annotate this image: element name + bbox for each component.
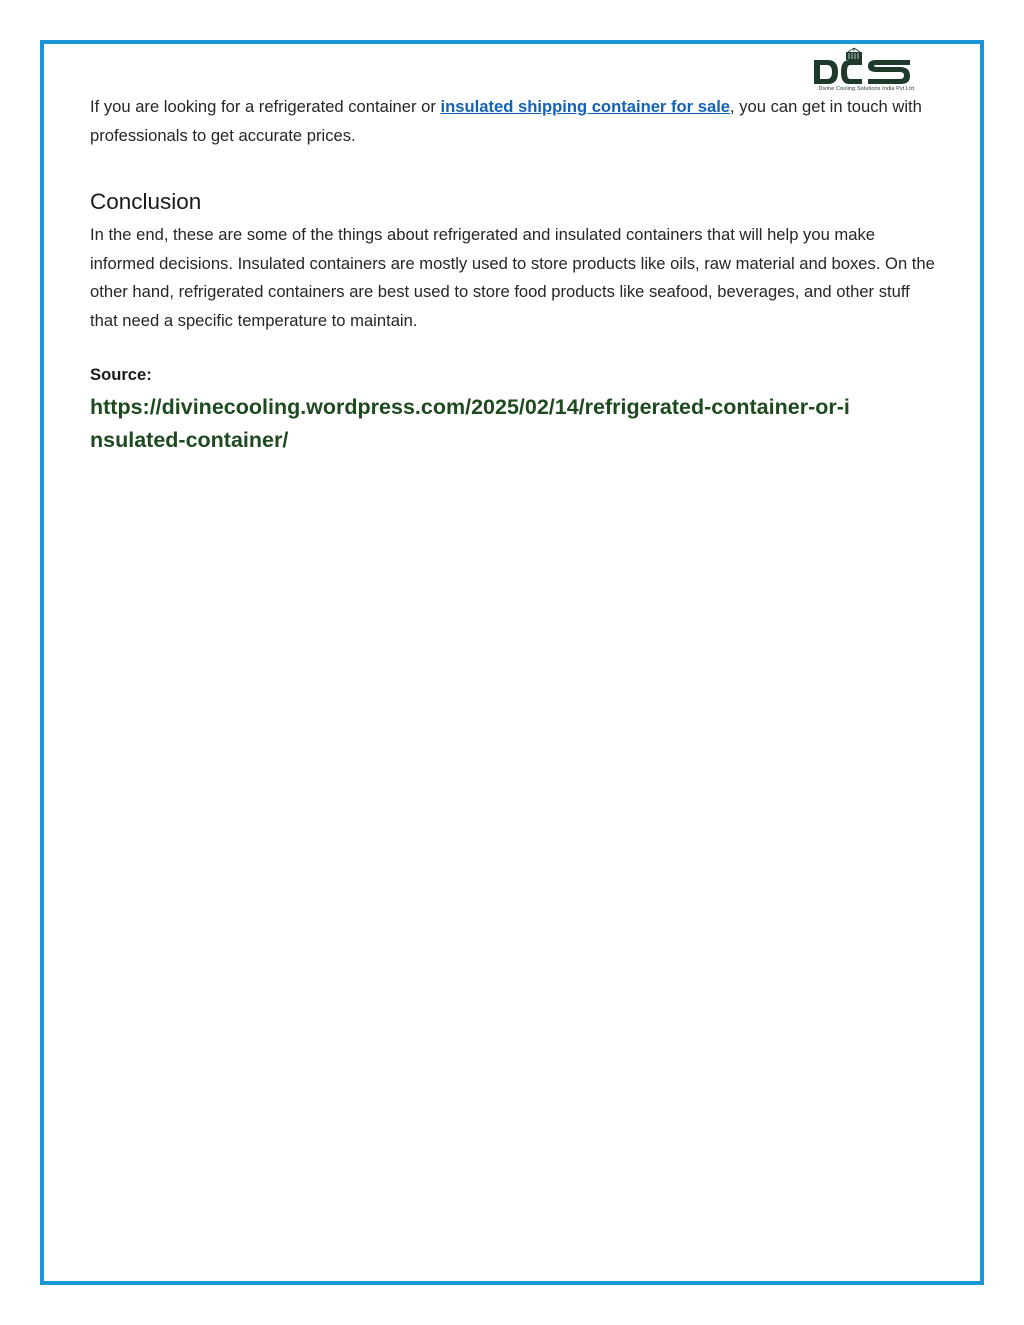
dcs-logo-mark [812, 46, 914, 86]
source-url-link[interactable]: https://divinecooling.wordpress.com/2025/02/14/refrigerated-container-or-insulated-container/ [90, 395, 850, 452]
dcs-logo [812, 46, 914, 96]
insulated-container-sale-link[interactable]: insulated shipping container for sale [440, 97, 731, 116]
source-label: Source: [90, 365, 152, 384]
logo-caption: Divine Cooling Solutions India Pvt Ltd [818, 86, 914, 92]
intro-text-after-link: , you can get in touch with professionals to get accurate prices. [90, 97, 922, 145]
shipping-container-icon [846, 48, 862, 60]
intro-text-before-link: If you are looking for a refrigerated container or [90, 97, 441, 116]
conclusion-paragraph: In the end, these are some of the things about refrigerated and insulated containers that will help you make informed decisions. Insulated containers are mostly used to store products like oils, raw material and boxes. On the other hand, refrigerated containers are best used to store food products like seafood, beverages, and other stuff that need a specific temperature to maintain. [90, 225, 935, 330]
document-content [90, 93, 940, 457]
intro-paragraph [90, 93, 940, 150]
conclusion-heading: Conclusion [90, 189, 202, 214]
